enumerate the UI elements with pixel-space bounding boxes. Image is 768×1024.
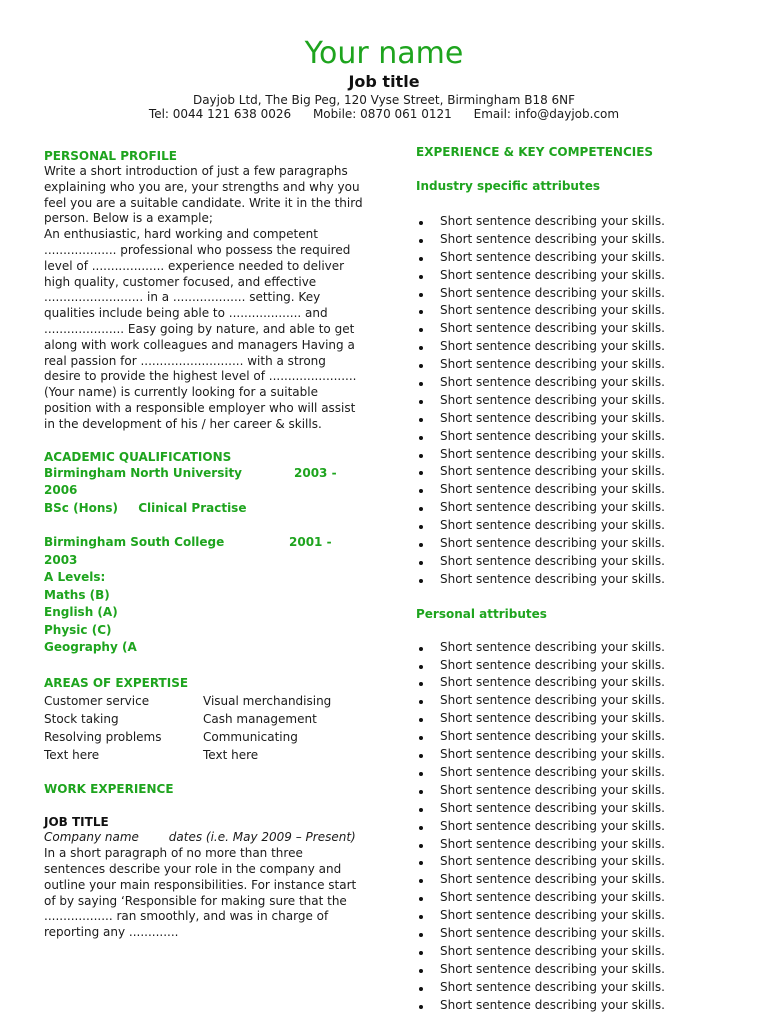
personal-attribute-item: Short sentence describing your skills. xyxy=(416,800,716,818)
personal-attribute-item: Short sentence describing your skills. xyxy=(416,746,716,764)
industry-attribute-item: Short sentence describing your skills. xyxy=(416,374,716,392)
experience-heading: EXPERIENCE & KEY COMPETENCIES xyxy=(416,145,654,159)
personal-attribute-item: Short sentence describing your skills. xyxy=(416,871,716,889)
college-name: Birmingham South College xyxy=(44,535,225,550)
profile-intro: Write a short introduction of just a few paragraphs explaining who you are, your strengths and why you feel you are a suitable candidate. Write it in the third person. Below is a example; xyxy=(44,164,363,226)
expertise-item: Text here xyxy=(203,747,259,762)
subject-item: English (A) xyxy=(44,605,118,620)
uni-date: 2003 - xyxy=(294,465,337,480)
work-dates: dates (i.e. May 2009 – Present) xyxy=(168,830,356,845)
personal-heading: Personal attributes xyxy=(416,606,547,621)
personal-attribute-item: Short sentence describing your skills. xyxy=(416,853,716,871)
college-row xyxy=(44,534,364,552)
personal-list xyxy=(416,639,716,1015)
personal-attribute-item: Short sentence describing your skills. xyxy=(416,836,716,854)
tel-text: Tel: 0044 121 638 0026 xyxy=(148,107,292,121)
expertise-item: Resolving problems xyxy=(44,729,162,744)
industry-attribute-item: Short sentence describing your skills. xyxy=(416,410,716,428)
expertise-item: Visual merchandising xyxy=(203,693,332,708)
industry-attribute-item: Short sentence describing your skills. xyxy=(416,356,716,374)
industry-attribute-item: Short sentence describing your skills. xyxy=(416,213,716,231)
industry-list xyxy=(416,213,716,589)
expertise-grid xyxy=(44,693,364,763)
expertise-item: Cash management xyxy=(203,711,317,726)
personal-attribute-item: Short sentence describing your skills. xyxy=(416,728,716,746)
work-company: Company name xyxy=(44,830,139,845)
personal-attribute-item: Short sentence describing your skills. xyxy=(416,764,716,782)
college-date: 2001 - xyxy=(289,535,332,550)
subject-item: Physic (C) xyxy=(44,622,112,637)
industry-attribute-item: Short sentence describing your skills. xyxy=(416,338,716,356)
personal-attribute-item: Short sentence describing your skills. xyxy=(416,818,716,836)
right-column xyxy=(416,144,716,1014)
expertise-item: Text here xyxy=(44,747,100,762)
expertise-item: Stock taking xyxy=(44,711,119,726)
industry-attribute-item: Short sentence describing your skills. xyxy=(416,553,716,571)
uni-row xyxy=(44,465,364,483)
industry-attribute-item: Short sentence describing your skills. xyxy=(416,481,716,499)
industry-attribute-item: Short sentence describing your skills. xyxy=(416,231,716,249)
personal-attribute-item: Short sentence describing your skills. xyxy=(416,674,716,692)
personal-attribute-item: Short sentence describing your skills. xyxy=(416,710,716,728)
industry-attribute-item: Short sentence describing your skills. xyxy=(416,320,716,338)
industry-attribute-item: Short sentence describing your skills. xyxy=(416,392,716,410)
personal-attribute-item: Short sentence describing your skills. xyxy=(416,925,716,943)
degree-subject: Clinical Practise xyxy=(138,500,247,515)
personal-attribute-item: Short sentence describing your skills. xyxy=(416,889,716,907)
email-text: Email: info@dayjob.com xyxy=(473,107,620,121)
personal-attribute-item: Short sentence describing your skills. xyxy=(416,692,716,710)
profile-example: An enthusiastic, hard working and competent ................... professional who possess the required level of ................... experience needed to deliver high quality, customer focused, and effective .......................... in a ................... setting. Key qualities include being able to ................... and ..................... Easy going by nature, and able to get along with work colleagues and managers Having a real passion for ........................... with a strong desire to provide the highest level of ....................... (Your name) is currently looking for a suitable position with a responsible employer who will assist in the development of his / her career & skills. xyxy=(44,227,357,431)
resume-name: Your name xyxy=(304,36,464,71)
industry-heading: Industry specific attributes xyxy=(416,179,600,193)
industry-attribute-item: Short sentence describing your skills. xyxy=(416,249,716,267)
subject-item: Geography (A xyxy=(44,640,137,655)
industry-attribute-item: Short sentence describing your skills. xyxy=(416,428,716,446)
personal-attribute-item: Short sentence describing your skills. xyxy=(416,961,716,979)
personal-attribute-item: Short sentence describing your skills. xyxy=(416,943,716,961)
uni-date-end: 2006 xyxy=(44,483,78,498)
work-company-row xyxy=(44,830,364,846)
degree-row xyxy=(44,500,364,518)
personal-attribute-item: Short sentence describing your skills. xyxy=(416,639,716,657)
contact-line xyxy=(0,107,768,121)
expertise-heading: AREAS OF EXPERTISE xyxy=(44,675,189,690)
industry-attribute-item: Short sentence describing your skills. xyxy=(416,446,716,464)
expertise-item: Customer service xyxy=(44,693,150,708)
industry-attribute-item: Short sentence describing your skills. xyxy=(416,302,716,320)
mobile-text: Mobile: 0870 061 0121 xyxy=(312,107,452,121)
industry-attribute-item: Short sentence describing your skills. xyxy=(416,499,716,517)
industry-attribute-item: Short sentence describing your skills. xyxy=(416,285,716,303)
industry-attribute-item: Short sentence describing your skills. xyxy=(416,517,716,535)
personal-attribute-item: Short sentence describing your skills. xyxy=(416,997,716,1015)
industry-attribute-item: Short sentence describing your skills. xyxy=(416,267,716,285)
personal-attribute-item: Short sentence describing your skills. xyxy=(416,907,716,925)
work-job-title: JOB TITLE xyxy=(44,814,109,829)
industry-attribute-item: Short sentence describing your skills. xyxy=(416,463,716,481)
expertise-item: Communicating xyxy=(203,729,298,744)
industry-attribute-item: Short sentence describing your skills. xyxy=(416,571,716,589)
work-heading: WORK EXPERIENCE xyxy=(44,781,174,796)
degree: BSc (Hons) xyxy=(44,500,119,515)
alevels-label: A Levels: xyxy=(44,570,106,585)
left-column xyxy=(44,148,364,941)
resume-job-title: Job title xyxy=(348,72,420,91)
academic-section xyxy=(44,465,364,657)
industry-attribute-item: Short sentence describing your skills. xyxy=(416,535,716,553)
profile-heading: PERSONAL PROFILE xyxy=(44,149,177,163)
academic-heading: ACADEMIC QUALIFICATIONS xyxy=(44,449,232,464)
personal-attribute-item: Short sentence describing your skills. xyxy=(416,979,716,997)
personal-attribute-item: Short sentence describing your skills. xyxy=(416,657,716,675)
personal-attribute-item: Short sentence describing your skills. xyxy=(416,782,716,800)
work-description: In a short paragraph of no more than three sentences describe your role in the company and outline your main responsibilities. For instance start of by saying ‘Responsible for making sure that the .................. ran smoothly, and was in charge of reporting any ............. xyxy=(44,846,357,940)
subject-item: Maths (B) xyxy=(44,587,110,602)
college-date-end: 2003 xyxy=(44,552,78,567)
address-line: Dayjob Ltd, The Big Peg, 120 Vyse Street, Birmingham B18 6NF xyxy=(192,93,576,107)
uni-name: Birmingham North University xyxy=(44,465,243,480)
